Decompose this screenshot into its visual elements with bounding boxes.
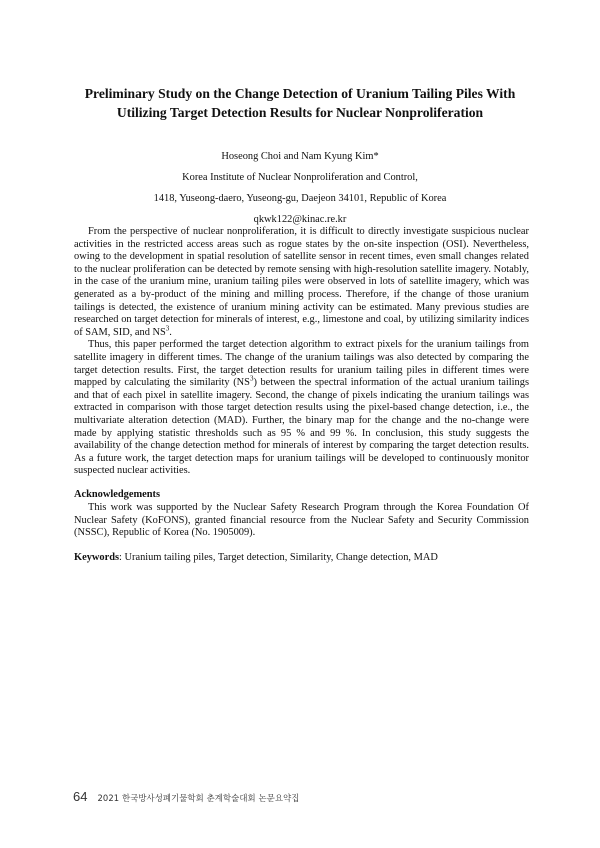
conference-name: 2021 한국방사성폐기물학회 춘계학술대회 논문요약집	[97, 793, 300, 803]
authors: Hoseong Choi and Nam Kyung Kim*	[221, 151, 379, 162]
email: qkwk122@kinac.re.kr	[253, 214, 347, 225]
para2-text-a: Thus, this paper performed the target detection algorithm to extract pixels for the uranium tailings from satellite imagery in different times. The change of the uranium tailings was also detected by comparing the target detection results. First, the target detection results for uranium tailing piles in different times were mapped by calculating the similarity (NS	[74, 339, 529, 389]
abstract-body	[74, 226, 529, 478]
para2-superscript: 3	[249, 374, 254, 383]
title-line-1: Preliminary Study on the Change Detection of Uranium Tailing Piles With	[84, 86, 516, 101]
abstract-paragraph-2	[74, 339, 529, 478]
address: 1418, Yuseong-daero, Yuseong-gu, Daejeon 34101, Republic of Korea	[153, 193, 447, 204]
para1-end: .	[169, 326, 172, 338]
page-footer	[73, 789, 299, 809]
title-line-2: Utilizing Target Detection Results for Nuclear Nonproliferation	[116, 105, 484, 120]
acknowledgements-text: This work was supported by the Nuclear Safety Research Program through the Korea Foundation Of Nuclear Safety (KoFONS), granted financial resource from the Nuclear Safety and Security Commission (NSSC), Republic of Korea (No. 1905009).	[74, 502, 529, 539]
institute: Korea Institute of Nuclear Nonproliferation and Control,	[182, 172, 418, 183]
paper-title	[70, 84, 530, 122]
keywords	[74, 552, 529, 565]
para1-superscript: 3	[165, 324, 170, 333]
para2-text-b: ) between the spectral information of the actual uranium tailings and that of each pixel in satellite imagery. Second, the change of pixels indicating the uranium tailings was extracted in comparison with those target detection results using the pixel-based change detection, i.e., the multivariate alteration detection (MAD). Further, the binary map for the change and the no-change were made by applying statistic thresholds such as 95 % and 99 %. In conclusion, this study suggests the availability of the change detection method for minerals of interest by comparing the target detection results. As a future work, the target detection maps for uranium tailings will be developed to continuously monitor suspected nuclear activities.	[74, 377, 529, 477]
para1-text: From the perspective of nuclear nonproliferation, it is difficult to directly investigate suspicious nuclear activities in the restricted access areas such as rogue states by the on-site inspection (OSI). Nevertheless, owing to the development in spatial resolution of satellite sensor in recent times, even small changes related to the nuclear proliferation can be detected by remote sensing with high-resolution satellite imagery. Notably, in the case of the uranium mine, uranium tailing piles were observed in lots of satellite imagery, which was generated as a by-product of the mining and milling process. Therefore, if the change of those uranium tailings is detected, the existence of uranium mining activity can be estimated. Many previous studies are researched on target detection for minerals of interest, e.g., limestone and coal, by utilizing similarity indices of SAM, SID, and NS	[74, 226, 529, 338]
acknowledgements-heading: Acknowledgements	[74, 489, 161, 500]
acknowledgements-body	[74, 502, 529, 540]
keywords-label: Keywords	[74, 552, 120, 563]
keywords-text: : Uranium tailing piles, Target detection, Similarity, Change detection, MAD	[119, 552, 438, 563]
abstract-paragraph-1	[74, 226, 529, 339]
page-number: 64	[73, 789, 88, 804]
